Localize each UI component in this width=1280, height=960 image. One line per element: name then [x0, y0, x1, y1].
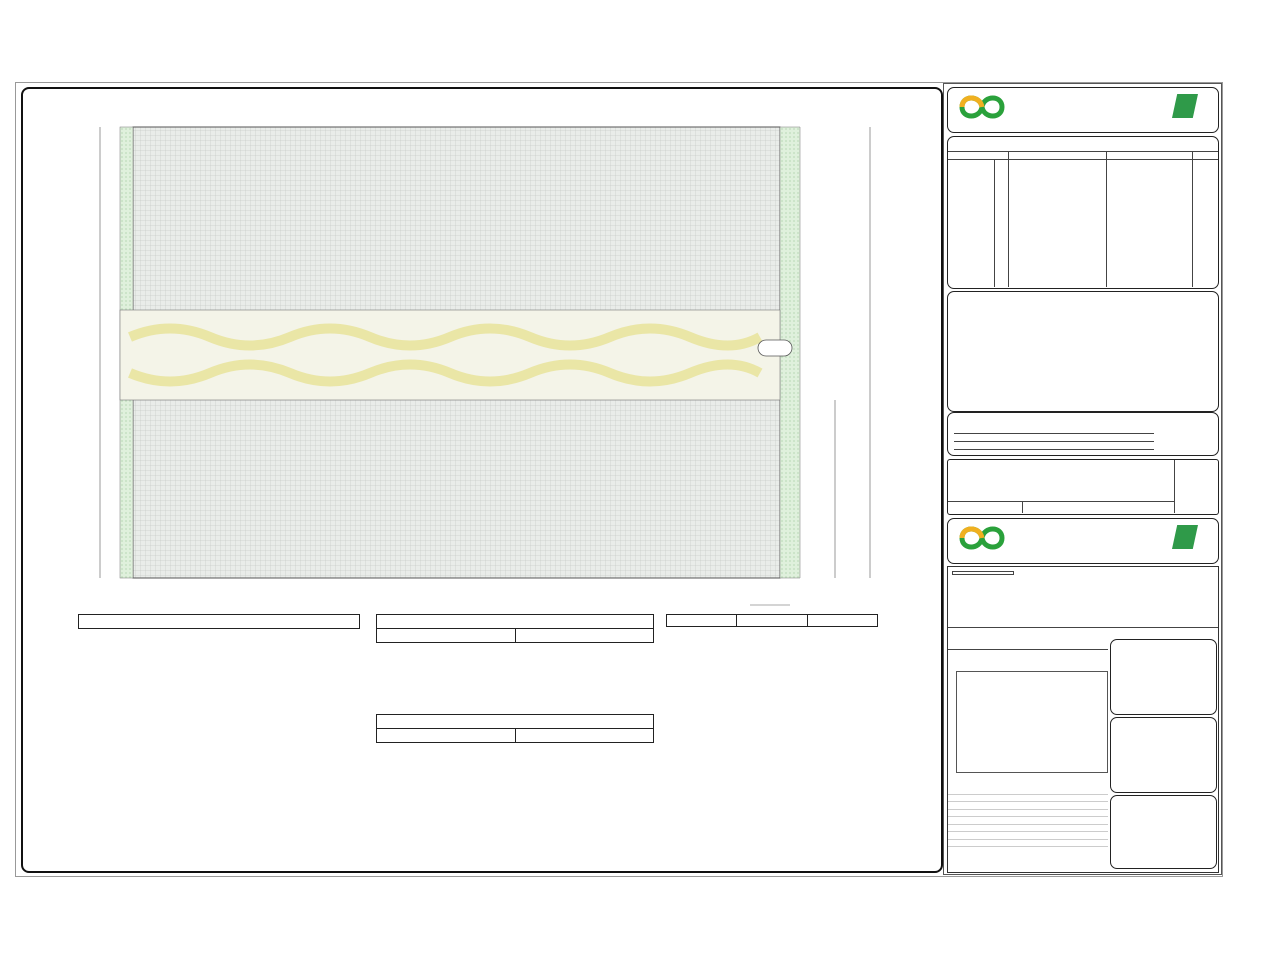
sello-du-box: [1110, 795, 1217, 869]
absorcion-total: [515, 729, 654, 743]
puerto-morelos-logo-2: [954, 523, 1010, 559]
direccion-obras: [952, 571, 1014, 575]
absorcion-total-label: [377, 729, 516, 743]
desglose-table: [78, 614, 360, 629]
proyecto-block: [947, 459, 1219, 515]
central-boulevard: [120, 310, 780, 400]
desglose-title: [79, 615, 360, 629]
simbologia-table: [666, 614, 878, 627]
sello-corresponsable-box: [1110, 717, 1217, 793]
absorcion-table: [376, 714, 654, 743]
evolucione-logo: [1172, 94, 1198, 118]
areas-verdes-title: [377, 615, 654, 629]
areas-verdes-total: [515, 629, 654, 643]
areas-verdes-total-label: [377, 629, 516, 643]
superficie-grid: [956, 671, 1108, 773]
responsables-block: [947, 412, 1219, 456]
site-plan: [60, 115, 900, 610]
absorcion-title: [377, 715, 654, 729]
evolucione-logo-2: [1172, 525, 1198, 549]
header-block-top: [947, 87, 1219, 133]
cientifico-header: [807, 615, 877, 627]
lineamientos-block: [947, 136, 1219, 289]
sello-pro-box: [1110, 639, 1217, 715]
puerto-morelos-logo: [954, 92, 1010, 128]
simbologia-header: [667, 615, 737, 627]
comun-header: [737, 615, 807, 627]
areas-verdes-table: [376, 614, 654, 643]
header-block-bottom: [947, 518, 1219, 564]
croquis-block: [947, 291, 1219, 412]
